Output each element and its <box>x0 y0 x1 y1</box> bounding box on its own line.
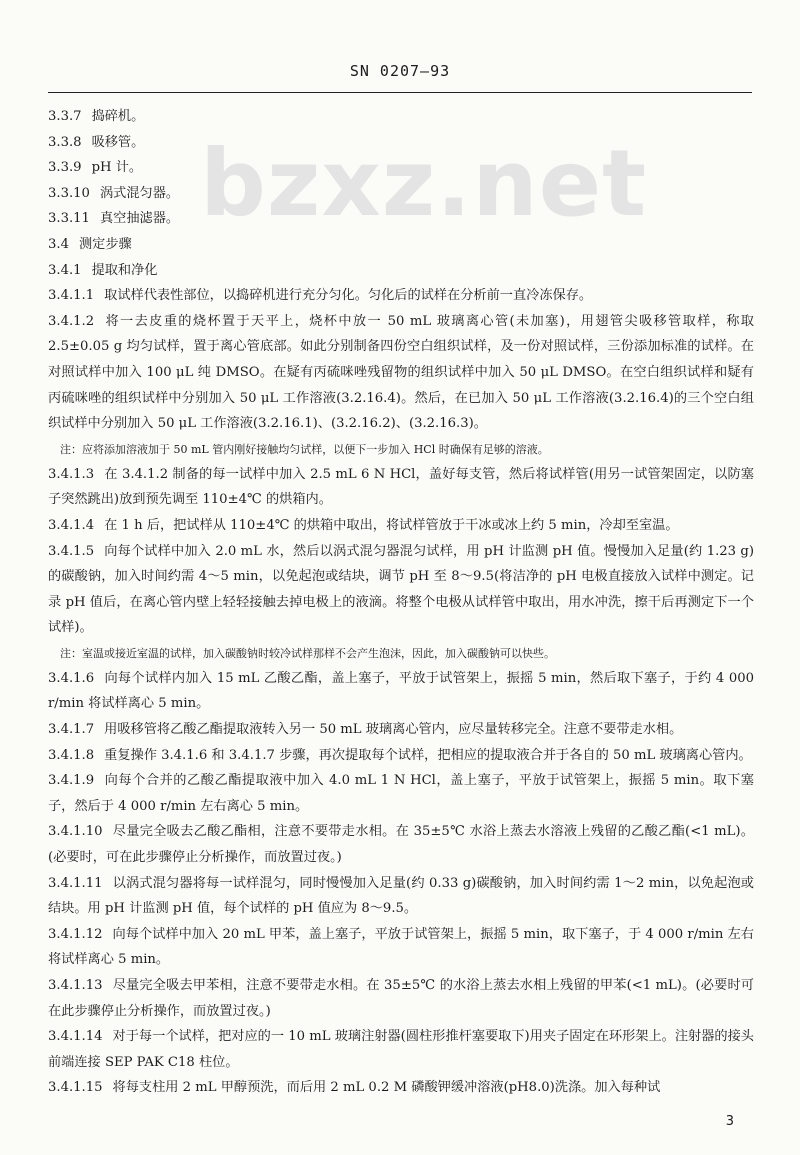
standard-code-header: SN 0207—93 <box>349 62 451 80</box>
section-3-4-heading: 3.4 测定步骤 <box>48 236 132 252</box>
clause-3-4-1-9: 3.4.1.9 向每个合并的乙酸乙酯提取液中加入 4.0 mL 1 N HCl，盖上塞子，平放于试管架上，振摇 5 min。取下塞子，然后于 4 000 r/min 左右离心 5 min。 <box>48 773 754 814</box>
clause-3-4-1-4: 3.4.1.4 在 1 h 后，把试样从 110±4℃ 的烘箱中取出，将试样管放于干冰或冰上约 5 min，冷却至室温。 <box>48 517 679 533</box>
note-2: 注：室温或接近室温的试样，加入碳酸钠时较冷试样那样不会产生泡沫，因此，加入碳酸钠可以快些。 <box>60 646 555 660</box>
document-body <box>48 104 754 1101</box>
clause-3-4-1-5: 3.4.1.5 向每个试样中加入 2.0 mL 水，然后以涡式混匀器混匀试样，用 pH 计监测 pH 值。慢慢加入足量(约 1.23 g)的碳酸钠，加入时间约需 4～5 min，以免起泡或结块，调节 pH 至 8～9.5(将洁净的 pH 电极直接放入试样中测定。记录 pH 值后，在离心管内壁上轻轻接触去掉电极上的液滴。将整个电极从试样管中取出，用水冲洗，擦干后再测定下一个试样)。 <box>48 543 754 636</box>
clause-3-4-1-13: 3.4.1.13 尽量完全吸去甲苯相，注意不要带走水相。在 35±5℃ 的水浴上蒸去水相上残留的甲苯(<1 mL)。(必要时可在此步骤停止分析操作，而放置过夜。) <box>48 978 754 1019</box>
clause-3-3-9: 3.3.9 pH 计。 <box>48 160 143 176</box>
clause-3-3-11: 3.3.11 真空抽滤器。 <box>48 211 180 227</box>
clause-3-4-1-10: 3.4.1.10 尽量完全吸去乙酸乙酯相，注意不要带走水相。在 35±5℃ 水浴上蒸去水溶液上残留的乙酸乙酯(<1 mL)。(必要时，可在此步骤停止分析操作，而放置过夜。) <box>48 824 754 866</box>
clause-3-4-1-6: 3.4.1.6 向每个试样内加入 15 mL 乙酸乙酯，盖上塞子，平放于试管架上，振摇 5 min，然后取下塞子，于约 4 000 r/min 将试样离心 5 min。 <box>48 670 754 712</box>
clause-3-3-10: 3.3.10 涡式混匀器。 <box>48 185 180 201</box>
clause-3-4-1-12: 3.4.1.12 向每个试样中加入 20 mL 甲苯，盖上塞子，平放于试管架上，振摇 5 min，取下塞子，于 4 000 r/min 左右将试样离心 5 min。 <box>48 926 754 968</box>
clause-3-4-1-3: 3.4.1.3 在 3.4.1.2 制备的每一试样中加入 2.5 mL 6 N HCl，盖好每支管，然后将试样管(用另一试管架固定，以防塞子突然跳出)放到预先调至 110±4℃ 的烘箱内。 <box>48 466 754 508</box>
watermark: bzxz.net <box>200 130 648 237</box>
clause-3-3-8: 3.3.8 吸移管。 <box>48 134 145 150</box>
page-number: 3 <box>725 1114 734 1129</box>
header-rule <box>48 92 752 93</box>
clause-3-4-1-7: 3.4.1.7 用吸移管将乙酸乙酯提取液转入另一 50 mL 玻璃离心管内，应尽量转移完全。注意不要带走水相。 <box>48 722 683 738</box>
clause-3-3-7: 3.3.7 捣碎机。 <box>48 109 145 124</box>
clause-3-4-1-1: 3.4.1.1 取试样代表性部位，以捣碎机进行充分匀化。匀化后的试样在分析前一直冷冻保存。 <box>48 288 593 304</box>
section-3-4-1-heading: 3.4.1 提取和净化 <box>48 262 158 278</box>
clause-3-4-1-11: 3.4.1.11 以涡式混匀器将每一试样混匀，同时慢慢加入足量(约 0.33 g)碳酸钠，加入时间约需 1～2 min，以免起泡或结块。用 pH 计监测 pH 值，每个试样的 pH 值应为 8～9.5。 <box>48 875 754 917</box>
clause-3-4-1-8: 3.4.1.8 重复操作 3.4.1.6 和 3.4.1.7 步骤，再次提取每个试样，把相应的提取液合并于各自的 50 mL 玻璃离心管内。 <box>48 747 752 763</box>
clause-3-4-1-2: 3.4.1.2 将一去皮重的烧杯置于天平上，烧杯中放一 50 mL 玻璃离心管(未加塞)，用翅管尖吸移管取样，称取 2.5±0.05 g 均匀试样，置于离心管底部。如此分别制备四份空白组织试样，及一份对照试样，三份添加标准的试样。在对照试样中加入 100 μL 纯 DMSO。在疑有丙硫咪唑残留物的组织试样中加入 50 μL DMSO。在空白组织试样和疑有丙硫咪唑的组织试样中分别加入 50 μL 工作溶液(3.2.16.4)。然后，在已加入 50 μL 工作溶液(3.2.16.4)的三个空白组织试样中分别加入 50 μL 工作溶液(3.2.16.1)、(3.2.16.2)、(3.2.16.3)。 <box>48 313 754 432</box>
note-1: 注：应将添加溶液加于 50 mL 管内刚好接触均匀试样，以便下一步加入 HCl 时确保有足够的溶液。 <box>60 442 549 456</box>
clause-3-4-1-14: 3.4.1.14 对于每一个试样，把对应的一 10 mL 玻璃注射器(圆柱形推杆塞要取下)用夹子固定在环形架上。注射器的接头前端连接 SEP PAK C18 柱位。 <box>48 1029 754 1070</box>
clause-3-4-1-15: 3.4.1.15 将每支柱用 2 mL 甲醇预洗，而后用 2 mL 0.2 M 磷酸钾缓冲溶液(pH8.0)洗涤。加入每种试 <box>48 1080 661 1096</box>
